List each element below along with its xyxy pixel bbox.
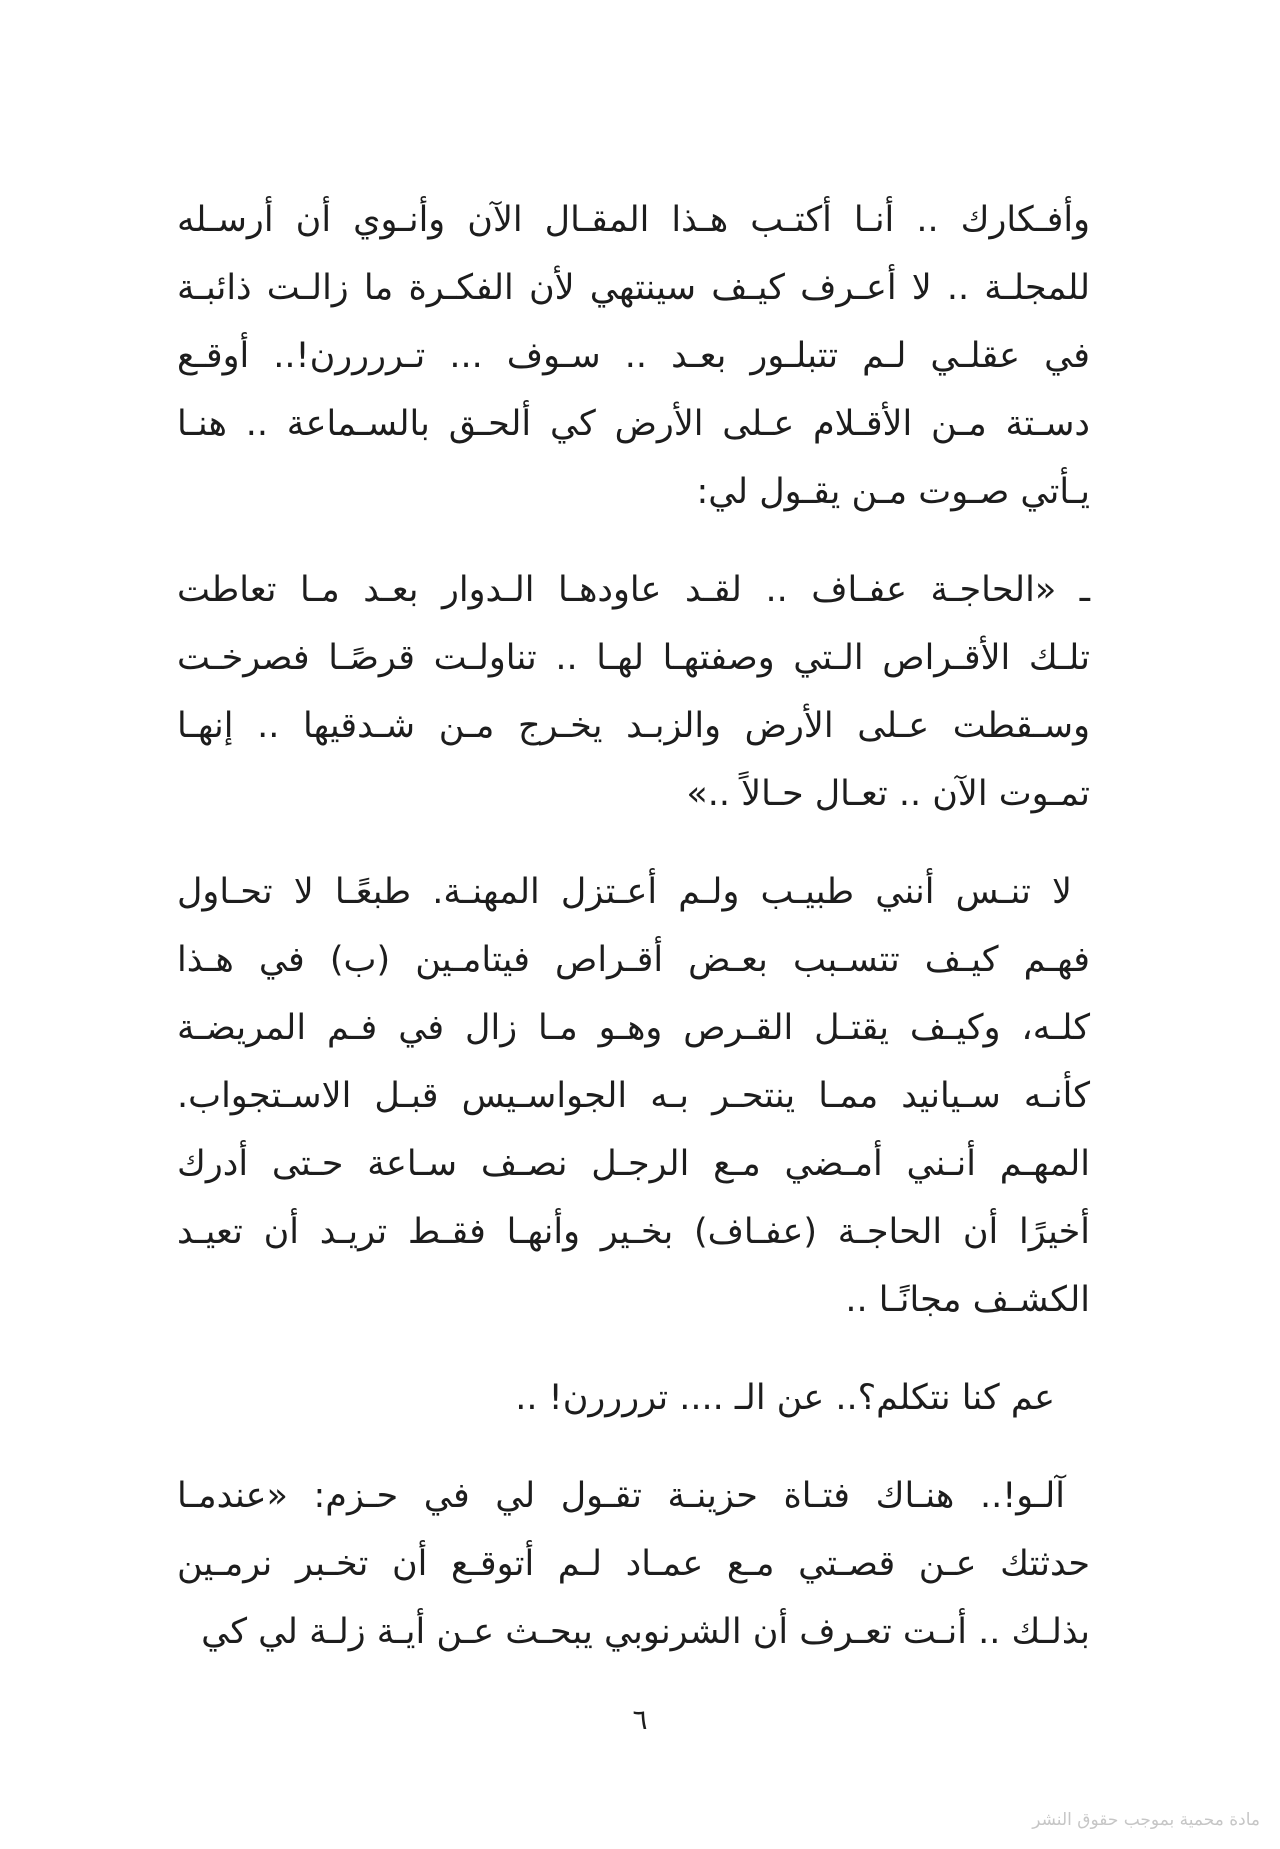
text-line: بذلـك .. أنـت تعـرف أن الشرنوبي يبحـث عـن أيـة زلـة لي كي (201, 1612, 1090, 1652)
page-number: ٦ (632, 1703, 648, 1736)
text-line: وسـقطت عـلى الأرض والزبـد يخـرج مـن شـدقيها .. إنهـا (177, 706, 1090, 746)
paragraph (177, 1462, 1090, 1666)
paragraph (177, 858, 1090, 1334)
text-line: دسـتة مـن الأقـلام عـلى الأرض كي ألحـق بالسـماعة .. هنـا (177, 404, 1090, 444)
copyright-watermark: مادة محمية بموجب حقوق النشر (1032, 1810, 1260, 1830)
text-line: ـ «الحاجـة عفـاف .. لقـد عاودهـا الـدوار بعـد مـا تعاطت (177, 570, 1090, 610)
paragraph (177, 186, 1090, 526)
text-line: عم كنا نتكلم؟.. عن الـ .... تررررن! .. (515, 1378, 1055, 1418)
paragraph (177, 1364, 1090, 1432)
text-line: للمجلـة .. لا أعـرف كيـف سينتهي لأن الفكـرة ما زالـت ذائبـة (177, 268, 1090, 308)
text-line: حدثتك عـن قصـتي مـع عمـاد لـم أتوقـع أن تخـبر نرمـين (177, 1544, 1090, 1584)
text-line: الكشـف مجانًـا .. (845, 1280, 1090, 1320)
text-line: يـأتي صـوت مـن يقـول لي: (696, 472, 1090, 512)
text-line: أخيرًا أن الحاجـة (عفـاف) بخـير وأنهـا فقـط تريـد أن تعيـد (177, 1212, 1090, 1252)
text-line: فهـم كيـف تتسـبب بعـض أقـراص فيتامـين (ب) في هـذا (177, 940, 1090, 980)
paragraph (177, 556, 1090, 828)
text-line: في عقلـي لـم تتبلـور بعـد .. سـوف ... تـررررن!.. أوقـع (177, 336, 1090, 376)
text-line: آلـو!.. هنـاك فتـاة حزينـة تقـول لي في حـزم: «عندمـا (177, 1476, 1065, 1516)
text-line: تلـك الأقـراص الـتي وصفتهـا لهـا .. تناولـت قرصًـا فصرخـت (177, 638, 1090, 678)
text-line: تمـوت الآن .. تعـال حـالاً ..» (686, 774, 1090, 814)
text-line: كلـه، وكيـف يقتـل القـرص وهـو مـا زال في فـم المريضـة (177, 1008, 1090, 1048)
text-line: المهـم أنـني أمـضي مـع الرجـل نصـف سـاعة حـتى أدرك (177, 1144, 1090, 1184)
text-column (177, 186, 1090, 1666)
text-line: وأفـكارك .. أنـا أكتـب هـذا المقـال الآن وأنـوي أن أرسـله (177, 200, 1090, 240)
text-line: لا تنـس أنني طبيـب ولـم أعـتزل المهنـة. طبعًـا لا تحـاول (177, 872, 1072, 912)
text-line: كأنـه سـيانيد ممـا ينتحـر بـه الجواسـيس قبـل الاسـتجواب. (177, 1076, 1090, 1116)
